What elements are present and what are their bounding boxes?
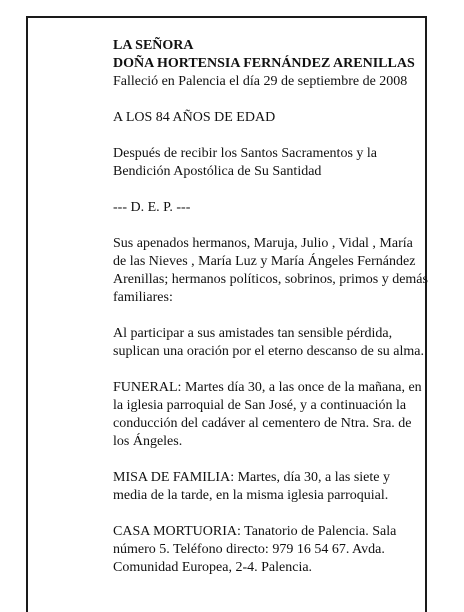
funeral-line: FUNERAL: Martes día 30, a las once de la mañana, en <box>113 380 422 395</box>
spacer <box>113 505 433 523</box>
family-line: familiares: <box>113 290 173 305</box>
obituary-text <box>113 37 433 577</box>
funeral-line: conducción del cadáver al cementero de Ntra. Sra. de <box>113 416 412 431</box>
funeral-home-line: CASA MORTUORIA: Tanatorio de Palencia. Sala <box>113 524 397 539</box>
sacraments-line: Bendición Apostólica de Su Santidad <box>113 164 322 179</box>
funeral-home-line: número 5. Teléfono directo: 979 16 54 67. Avda. <box>113 542 385 557</box>
funeral-line: los Ángeles. <box>113 434 183 449</box>
funeral-line: la iglesia parroquial de San José, y a continuación la <box>113 398 407 413</box>
sacraments-line: Después de recibir los Santos Sacramentos y la <box>113 146 377 161</box>
spacer <box>113 181 433 199</box>
request-line: Al participar a sus amistades tan sensible pérdida, <box>113 326 393 341</box>
spacer <box>113 361 433 379</box>
spacer <box>113 127 433 145</box>
rip-line: --- D. E. P. --- <box>113 200 191 215</box>
funeral-home-line: Comunidad Europea, 2-4. Palencia. <box>113 560 313 575</box>
spacer <box>113 217 433 235</box>
family-line: Sus apenados hermanos, Maruja, Julio , Vidal , María <box>113 236 413 251</box>
title-line: LA SEÑORA <box>113 38 194 53</box>
death-date-line: Falleció en Palencia el día 29 de septiembre de 2008 <box>113 74 408 89</box>
spacer <box>113 307 433 325</box>
age-line: A LOS 84 AÑOS DE EDAD <box>113 110 276 125</box>
spacer <box>113 91 433 109</box>
family-mass-line: MISA DE FAMILIA: Martes, día 30, a las siete y <box>113 470 390 485</box>
deceased-name: DOÑA HORTENSIA FERNÁNDEZ ARENILLAS <box>113 56 415 71</box>
spacer <box>113 451 433 469</box>
family-line: Arenillas; hermanos políticos, sobrinos, primos y demás <box>113 272 428 287</box>
request-line: suplican una oración por el eterno descanso de su alma. <box>113 344 425 359</box>
family-mass-line: media de la tarde, en la misma iglesia parroquial. <box>113 488 389 503</box>
family-line: de las Nieves , María Luz y María Ángeles Fernández <box>113 254 416 269</box>
